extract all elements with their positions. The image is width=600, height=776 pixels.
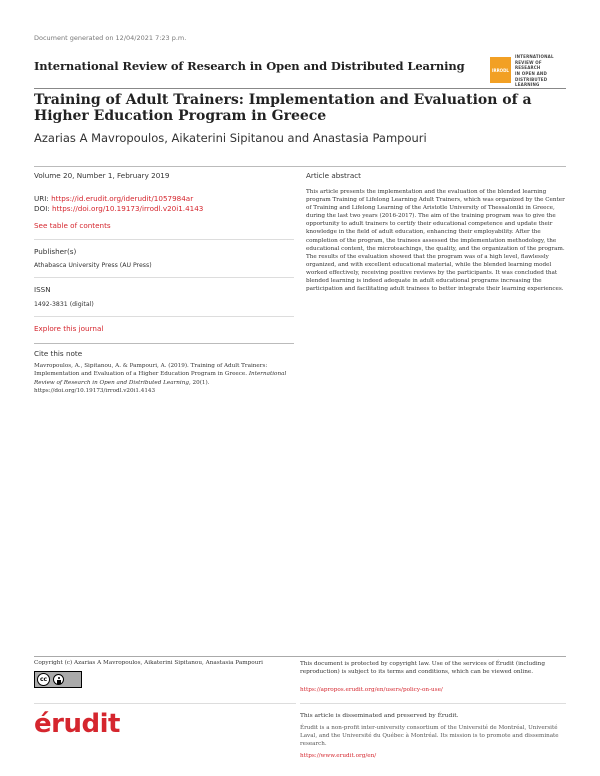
doi-link[interactable]: https://doi.org/10.19173/irrodl.v20i1.4143 (52, 204, 204, 213)
abstract-section (306, 171, 566, 293)
explore-journal-link[interactable]: Explore this journal (34, 324, 104, 333)
divider (34, 703, 296, 704)
dissemination-text: Érudit is a non-profit inter-university consortium of the Université de Montréal, Université Laval, and the Université du Québec à Montréal. Its mission is to promote and disseminate research. (300, 725, 559, 747)
divider (300, 703, 566, 704)
divider (34, 239, 294, 240)
erudit-logo[interactable]: érudit (34, 709, 120, 739)
copyright-protection-text: This document is protected by copyright law. Use of the services of Érudit (including reproduction) is subject to its terms and conditions, which can be viewed online. (300, 661, 545, 675)
article-title: Training of Adult Trainers: Implementation and Evaluation of a Higher Education Program in Greece (34, 92, 532, 124)
erudit-link[interactable]: https://www.erudit.org/en/ (300, 753, 377, 759)
dissemination-title: This article is disseminated and preserved by Érudit. (300, 713, 459, 719)
divider (34, 316, 294, 317)
table-of-contents-link[interactable]: See table of contents (34, 221, 111, 230)
uri-row (34, 194, 294, 203)
journal-logo-wordmark (515, 54, 566, 87)
citation-text (34, 362, 290, 396)
journal-logo[interactable] (490, 53, 566, 87)
citation-part: Mavropoulos, A., Sipitanou, A. & Pampouri, A. (2019). Training of Adult Trainers: Implementation and Evaluation of a Higher Education Program in Greece. (34, 363, 268, 378)
cc-icon (37, 673, 50, 686)
volume-info: Volume 20, Number 1, February 2019 (34, 171, 170, 180)
creative-commons-badge[interactable] (34, 671, 82, 688)
section-divider (34, 166, 566, 167)
doi-row (34, 204, 294, 213)
citation-part: , 20(1). https://doi.org/10.19173/irrodl.v20i1.4143 (34, 379, 210, 395)
citation-divider (34, 343, 294, 344)
journal-name[interactable]: International Review of Research in Open and Distributed Learning (34, 59, 465, 73)
policy-link[interactable]: https://apropos.erudit.org/en/users/policy-on-use/ (300, 687, 443, 693)
generated-note: Document generated on 12/04/2021 7:23 p.m. (34, 34, 187, 42)
copyright-notice: Copyright (c) Azarias A Mavropoulos, Aikaterini Sipitanou, Anastasia Pampouri (34, 660, 263, 666)
citation-label: Cite this note (34, 349, 83, 358)
article-authors: Azarias A Mavropoulos, Aikaterini Sipitanou and Anastasia Pampouri (34, 131, 427, 145)
divider (34, 277, 294, 278)
logo-line: DISTRIBUTED LEARNING (514, 76, 548, 87)
abstract-text: This article presents the implementation and the evaluation of the blended learning program Training of Lifelong Learning Adult Trainers, which was organized by the Center of Training and Lifelong Learning of the Aristotle University of Thessaloniki in Greece, during the last two years (2016-2017). The aim of the training program was to give the opportunity to adult trainers to certify their educational competence and update their knowledge in the field of adult education, enhancing their employability. After the completion of the program, the trainees assessed the implementation methodology, the educational content, the microteachings, the quality, and the organization of the program. The results of the evaluation showed that the program was of a high level, flawlessly organized, and with excellent educational material, while the blended learning model worked effectively, receiving positive reviews by the participants. It was concluded that blended learning is indeed adequate in adult educational programs increasing the participation and facilitating adult trainees to better integrate their learning experiences. (306, 189, 565, 293)
citation-journal: International Review of Research in Open and Distributed Learning (34, 371, 287, 386)
uri-link[interactable]: https://id.erudit.org/iderudit/1057984ar (51, 194, 194, 203)
journal-logo-mark (490, 57, 511, 83)
logo-line: IN OPEN AND (514, 70, 547, 76)
doi-label: DOI: (34, 204, 53, 213)
issn-value: 1492-3831 (digital) (34, 301, 94, 308)
article-metadata (34, 171, 294, 333)
publisher-value: Athabasca University Press (AU Press) (34, 262, 152, 269)
attribution-icon (53, 674, 64, 685)
abstract-label: Article abstract (306, 171, 362, 180)
journal-logo-mark-text: IRRODL (492, 67, 509, 73)
publisher-label: Publisher(s) (34, 247, 77, 256)
logo-line: INTERNATIONAL (514, 53, 554, 59)
issn-label: ISSN (34, 285, 51, 294)
header-divider (34, 88, 566, 89)
footer-divider (34, 656, 566, 657)
uri-label: URI: (34, 194, 52, 203)
journal-header (34, 55, 566, 85)
logo-line: REVIEW OF RESEARCH (514, 59, 542, 70)
cc-icon-text: cc (39, 676, 48, 683)
